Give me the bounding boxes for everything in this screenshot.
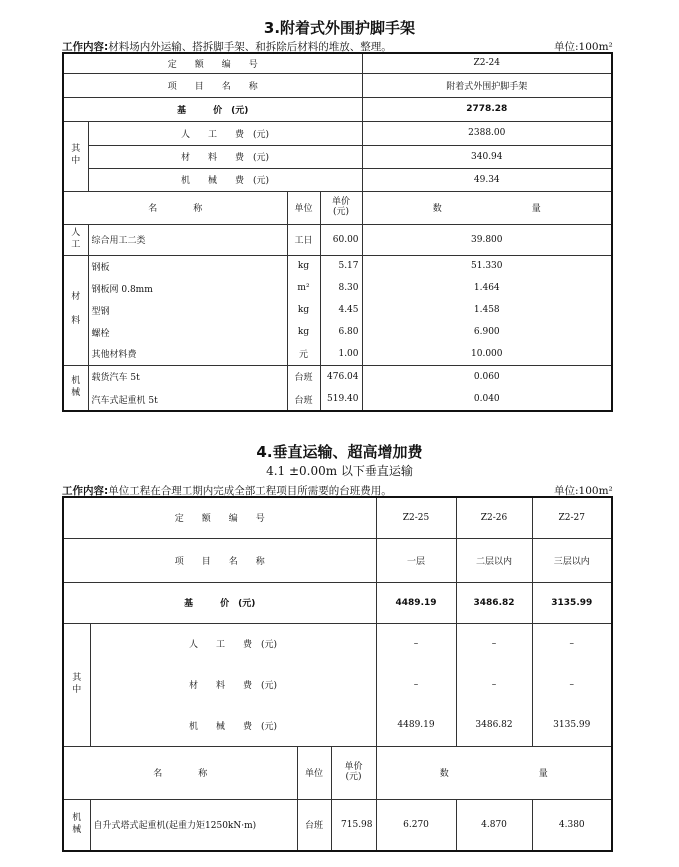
row-price: 6.80 xyxy=(320,321,362,343)
labor-cost-label: 人 工 费 (元) xyxy=(88,121,362,145)
row-unit: kg xyxy=(287,255,320,277)
machine-cost-label: 机 械 费 (元) xyxy=(88,168,362,191)
row-unit: 台班 xyxy=(287,365,320,388)
base-price: 3135.99 xyxy=(532,582,612,623)
row-name: 螺栓 xyxy=(88,321,287,343)
col-header-quantity: 数 量 xyxy=(376,746,612,799)
quota-number: Z2-26 xyxy=(456,497,532,538)
row-price: 8.30 xyxy=(320,277,362,299)
row-unit: 台班 xyxy=(297,799,331,851)
row-quantity: 39.800 xyxy=(362,224,612,255)
row-unit: 台班 xyxy=(287,388,320,411)
col-header-quantity: 数 量 xyxy=(362,191,612,224)
machine-cost: 49.34 xyxy=(362,168,612,191)
machine-cost: 4489.19 xyxy=(376,705,456,746)
row-name: 综合用工二类 xyxy=(88,224,287,255)
row-price: 1.00 xyxy=(320,343,362,365)
labor-cost: 2388.00 xyxy=(362,121,612,145)
row-price: 4.45 xyxy=(320,299,362,321)
material-cost: – xyxy=(532,664,612,705)
row-unit: kg xyxy=(287,299,320,321)
row-unit: 工日 xyxy=(287,224,320,255)
section-3-title: 3.附着式外围护脚手架 xyxy=(263,19,416,37)
col-header-unit: 单位 xyxy=(297,746,331,799)
row-quantity: 10.000 xyxy=(362,343,612,365)
labor-cost: – xyxy=(532,623,612,664)
work-content-text: 材料场内外运输、搭拆脚手架、和拆除后材料的堆放、整理。 xyxy=(108,41,392,53)
col-header-unit: 单位 xyxy=(287,191,320,224)
material-cost: – xyxy=(376,664,456,705)
row-unit: 元 xyxy=(287,343,320,365)
machine-cost-label: 机 械 费 (元) xyxy=(90,705,376,746)
row-name: 自升式塔式起重机(起重力矩1250kN·m) xyxy=(90,799,297,851)
base-price: 3486.82 xyxy=(456,582,532,623)
quota-number: Z2-25 xyxy=(376,497,456,538)
row-name: 汽车式起重机 5t xyxy=(88,388,287,411)
col-header-name: 名 称 xyxy=(63,191,287,224)
item-name: 二层以内 xyxy=(456,538,532,582)
item-name: 一层 xyxy=(376,538,456,582)
material-cost-label: 材 料 费 (元) xyxy=(88,145,362,168)
material-cost-label: 材 料 费 (元) xyxy=(90,664,376,705)
row-name: 载货汽车 5t xyxy=(88,365,287,388)
quota-number-label: 定 额 编 号 xyxy=(63,53,362,73)
row-quantity: 51.330 xyxy=(362,255,612,277)
row-price: 5.17 xyxy=(320,255,362,277)
labor-cost: – xyxy=(456,623,532,664)
material-cost: 340.94 xyxy=(362,145,612,168)
row-quantity: 6.270 xyxy=(376,799,456,851)
base-price-label: 基 价 (元) xyxy=(63,582,376,623)
group-machine-label: 机 械 xyxy=(63,365,88,411)
of-which-label: 其 中 xyxy=(63,623,90,746)
unit-label: 单位:100m² xyxy=(554,41,613,53)
base-price-label: 基 价 (元) xyxy=(63,97,362,121)
row-price: 715.98 xyxy=(331,799,376,851)
work-content-text: 单位工程在合理工期内完成全部工程项目所需要的台班费用。 xyxy=(108,485,392,497)
work-content-label: 工作内容: xyxy=(62,41,109,53)
item-name-label: 项 目 名 称 xyxy=(63,538,376,582)
row-unit: kg xyxy=(287,321,320,343)
section-4-title: 4.垂直运输、超高增加费 xyxy=(256,443,423,461)
row-name: 型钢 xyxy=(88,299,287,321)
quota-number: Z2-27 xyxy=(532,497,612,538)
row-quantity: 0.060 xyxy=(362,365,612,388)
row-quantity: 0.040 xyxy=(362,388,612,411)
work-content-label: 工作内容: xyxy=(62,485,109,497)
labor-cost-label: 人 工 费 (元) xyxy=(90,623,376,664)
col-header-price: 单价 (元) xyxy=(320,191,362,224)
group-material-label: 材 料 xyxy=(63,255,88,365)
row-quantity: 1.464 xyxy=(362,277,612,299)
row-price: 476.04 xyxy=(320,365,362,388)
row-quantity: 4.870 xyxy=(456,799,532,851)
row-name: 钢板 xyxy=(88,255,287,277)
item-name: 三层以内 xyxy=(532,538,612,582)
row-quantity: 6.900 xyxy=(362,321,612,343)
material-cost: – xyxy=(456,664,532,705)
row-price: 60.00 xyxy=(320,224,362,255)
row-quantity: 1.458 xyxy=(362,299,612,321)
quota-table-z2-25-27 xyxy=(62,496,613,852)
quota-number: Z2-24 xyxy=(362,53,612,73)
row-name: 钢板网 0.8mm xyxy=(88,277,287,299)
machine-cost: 3486.82 xyxy=(456,705,532,746)
item-name-label: 项 目 名 称 xyxy=(63,73,362,97)
quota-table-z2-24 xyxy=(62,52,613,412)
base-price: 2778.28 xyxy=(362,97,612,121)
unit-label: 单位:100m² xyxy=(554,485,613,497)
row-quantity: 4.380 xyxy=(532,799,612,851)
labor-cost: – xyxy=(376,623,456,664)
section-4-1-subtitle: 4.1 ±0.00m 以下垂直运输 xyxy=(266,464,413,478)
item-name: 附着式外围护脚手架 xyxy=(362,73,612,97)
quota-number-label: 定 额 编 号 xyxy=(63,497,376,538)
machine-cost: 3135.99 xyxy=(532,705,612,746)
row-name: 其他材料费 xyxy=(88,343,287,365)
group-labor-label: 人 工 xyxy=(63,224,88,255)
row-price: 519.40 xyxy=(320,388,362,411)
col-header-name: 名 称 xyxy=(63,746,297,799)
of-which-label: 其 中 xyxy=(63,121,88,191)
col-header-price: 单价 (元) xyxy=(331,746,376,799)
group-machine-label: 机 械 xyxy=(63,799,90,851)
base-price: 4489.19 xyxy=(376,582,456,623)
row-unit: m² xyxy=(287,277,320,299)
